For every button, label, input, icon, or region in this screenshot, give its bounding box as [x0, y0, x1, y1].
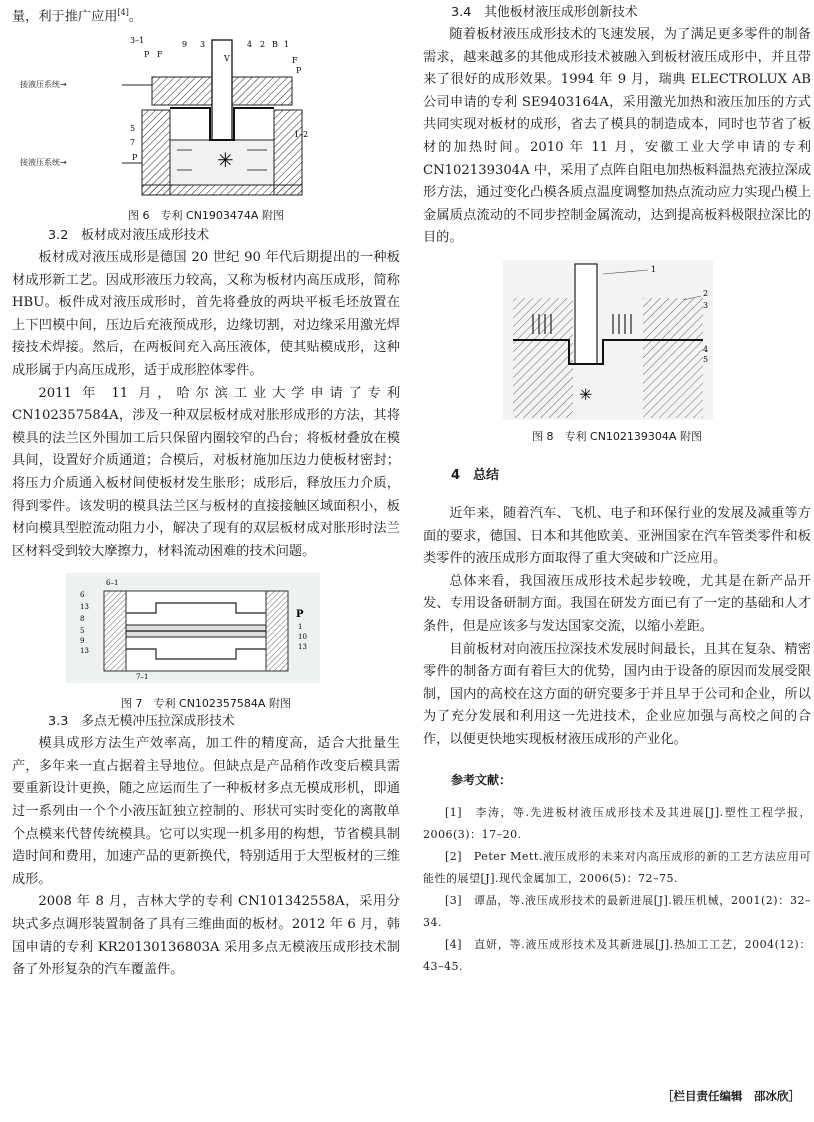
- section-3-2-paragraph: 2011 年 11 月，哈尔滨工业大学申请了专利 CN102357584A，涉及一种双层板材成对胀形成形的方法，其将模具的法兰区外围加工后只保留内圈较窄的凸台；将板材叠放在模具间，设置好介质通道；合模后，对板材施加压边力使板材密封；将压力介质通入板材间使板材发生胀形；成形后，释放压力介质，得到零件。该发明的模具法兰区与板材的直接接触区域面积小，板材向模具型腔流动阻力小，解决了现有的双层板材成对胀形时法兰区材料受到较大摩擦力，材料流动困难的技术问题。: [12, 385, 400, 559]
- fig7-label: 13: [298, 643, 307, 652]
- figure-7-caption: 图 7 专利 CN102357584A 附图: [121, 697, 291, 711]
- section-3-4-paragraph: 随着板材液压成形技术的飞速发展，为了满足更多零件的制备需求，越来越多的其他成形技术被融入到板材液压成形中，并且带来了很好的成形效果。1994 年 9 月，瑞典 ELECTROLUX AB 公司申请的专利 SE9403164A，采用激光加热和液压加压的方式共同实现对板材的成形，省去了模具的制造成本，同时也节省了板材的加热时间。2010 年 11 月，安徽工业大学申请的专利 CN102139304A 中，采用了点阵自阻电加热板料温热充液拉深成形方法，通过变化凸模各质点温度调整加热点流动应力实现凸模上金属质点流动的不同步控制金属流动，达到提高板料极限拉深比的目的。: [423, 27, 811, 246]
- fig6-label: 5: [130, 123, 136, 133]
- section-3-2-paragraph: 板材成对液压成形是德国 20 世纪 90 年代后期提出的一种板材成形新工艺。因成形液压力较高，又称为板材内高压成形，简称 HBU。板件成对液压成形时，首先将叠放的两块平板毛坯放置在上下凹模中间，压边后充液预成形，边缘切割，对边缘采用激光焊接技术焊接。然后，在两板间充入高压液体，使其贴模成形，这种成形属于内高压成形，适于成形腔体零件。: [12, 249, 400, 378]
- fig6-label: F: [157, 49, 163, 59]
- figure-6: [20, 35, 312, 197]
- fig7-label: 7–1: [136, 673, 149, 682]
- fig8-label: 3: [703, 300, 709, 310]
- section-4-paragraph: 目前板材对向液压拉深技术发展时间最长，且其在复杂、精密零件的制备方面有着巨大的优势，国内由于设备的原因而发展受限制，国内的高校在这方面的研究要多于并且早于公司和企业，所以为了充分发展和利用这一先进技术，企业应加强与高校之间的合作，以便更快地实现板材液压成形的产业化。: [423, 641, 811, 747]
- figure-8-drawing: [503, 260, 713, 420]
- svg-text:✳: ✳: [217, 147, 234, 172]
- fig6-label: 4: [247, 39, 253, 49]
- fig6-label: 3: [200, 39, 206, 49]
- section-3-3-paragraph: 模具成形方法生产效率高，加工件的精度高，适合大批量生产，多年来一直占据着主导地位。但缺点是产品稍作改变后模具需要重新设计更换，随之应运而生了一种板材多点无模成形机，即通过一系列由一个个小液压缸独立控制的、形状可实时变化的离散单个点模来代替传统模具。它可以实现一机多用的构想，节省模具制造时间和费用，加速产品的更新换代，特别适用于大型板材的三维成形。: [12, 736, 400, 887]
- figure-7-drawing: [66, 573, 320, 683]
- fig6-label: P: [144, 49, 150, 59]
- figure-8-caption: 图 8 专利 CN102139304A 附图: [532, 429, 702, 443]
- column-editor-credit: ［栏目责任编辑 邵冰欣］: [662, 1089, 800, 1103]
- references-list: [423, 802, 811, 978]
- fig6-label: P: [132, 152, 138, 162]
- fig6-pump-label: 接液压系统→: [20, 157, 67, 167]
- fig6-label: 7: [130, 137, 136, 147]
- fig7-label: 13: [80, 603, 89, 612]
- figure-6-drawing: [82, 35, 312, 197]
- left-column: [12, 0, 400, 982]
- fig6-label: 2: [260, 39, 266, 49]
- fig6-label: 3–1: [130, 35, 145, 45]
- figure-8: [503, 260, 713, 420]
- section-4-paragraph: 总体来看，我国液压成形技术起步较晚，尤其是在新产品开发、专用设备研制方面。我国在研发方面已有了一定的基础和人才条件，但是应该多与发达国家交流，以缩小差距。: [423, 573, 811, 634]
- fig6-label: 1: [284, 39, 290, 49]
- fig7-label: P: [296, 609, 304, 621]
- right-column: [423, 0, 811, 978]
- reference-item: [3] 谭晶，等.液压成形技术的最新进展[J].锻压机械，2001(2)：32–34.: [423, 894, 811, 930]
- svg-text:✳: ✳: [579, 384, 593, 404]
- fig6-label: F: [292, 55, 298, 65]
- reference-item: [4] 直妍，等.液压成形技术及其新进展[J].热加工工艺，2004(12)：43–45.: [423, 938, 811, 974]
- fig6-label: 1–2: [294, 129, 309, 139]
- fig6-pump-label: 接液压系统→: [20, 79, 67, 89]
- fig6-label: P: [296, 65, 302, 75]
- reference-item: [2] Peter Mett.液压成形的未来对内高压成形的新的工艺方法应用可能性的展望[J].现代金属加工，2006(5)：72–75.: [423, 850, 811, 886]
- fig7-label: 13: [80, 647, 89, 656]
- references-title: 参考文献：: [451, 773, 512, 788]
- fig8-label: 2: [703, 288, 709, 298]
- fig7-label: 9: [80, 637, 85, 646]
- fig8-label: 1: [651, 264, 657, 274]
- section-4-title: 4 总结: [451, 467, 500, 483]
- fig6-label: B: [272, 39, 278, 49]
- section-4-paragraph: 近年来，随着汽车、飞机、电子和环保行业的发展及减重等方面的要求，德国、日本和其他欧美、亚洲国家在汽车管类零件和板类零件的液压成形方面取得了重大突破和广泛应用。: [423, 505, 811, 567]
- fig7-label: 8: [80, 615, 85, 624]
- fig7-label: 6: [80, 591, 85, 600]
- fig7-label: 10: [298, 633, 307, 642]
- section-3-3-title: 3.3 多点无模冲压拉深成形技术: [48, 714, 235, 730]
- fig7-label: 1: [298, 623, 303, 632]
- figure-6-caption: 图 6 专利 CN1903474A 附图: [128, 208, 284, 222]
- fig6-label: V: [224, 53, 230, 63]
- fig8-label: 5: [703, 354, 709, 364]
- fig8-label: 4: [703, 344, 709, 354]
- section-3-2-title: 3.2 板材成对液压成形技术: [48, 227, 210, 243]
- fig7-label: 6–1: [106, 579, 119, 588]
- reference-item: [1] 李涛，等.先进板材液压成形技术及其进展[J].塑性工程学报，2006(3)：17–20.: [423, 806, 811, 842]
- section-3-3-paragraph: 2008 年 8 月，吉林大学的专利 CN101342558A，采用分块式多点调形装置制备了具有三维曲面的板材。2012 年 6 月，韩国申请的专利 KR20130136803A 采用多点无模液压成形技术制备了外形复杂的汽车覆盖件。: [12, 894, 400, 978]
- fig6-label: 9: [182, 39, 188, 49]
- fig7-label: 5: [80, 627, 85, 636]
- figure-7: [66, 573, 320, 683]
- section-3-4-title: 3.4 其他板材液压成形创新技术: [451, 5, 638, 20]
- continued-paragraph: 量，利于推广应用[4]。: [12, 8, 143, 25]
